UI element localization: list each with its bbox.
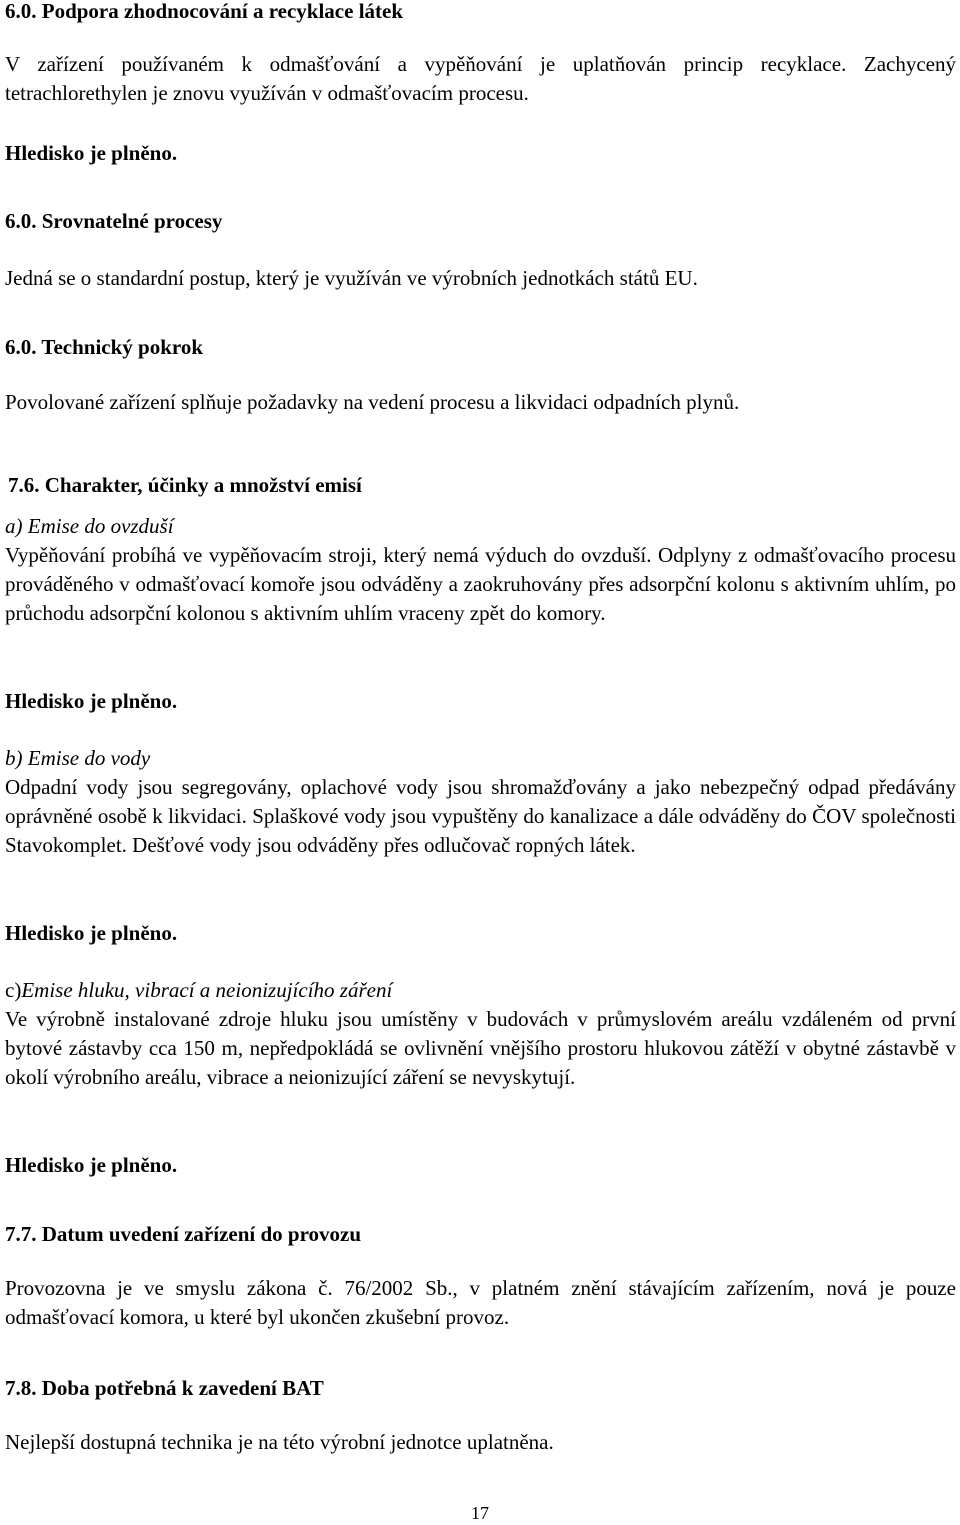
section-heading-recyclation: 6.0. Podpora zhodnocování a recyklace látek [5,0,404,23]
paragraph-noise-emissions: Ve výrobně instalované zdroje hluku jsou umístěny v budovách v průmyslovém areálu vzdáleném od první bytové zástavby cca 150 m, nepředpokládá se ovlivnění vnějšího prostoru hlukovou zátěží v obytné zástavbě v okolí výrobního areálu, vibrace a neionizující záření se nevyskytují. [5,1007,956,1090]
paragraph-air-emissions: Vypěňování probíhá ve vypěňovacím stroji, který nemá výduch do ovzduší. Odplyny z odmašťovacího procesu prováděného v odmašťovací komoře jsou odváděny a zaokruhovány přes adsorpční kolonu s aktivním uhlím, po průchodu adsorpční kolonou s aktivním uhlím vraceny zpět do komory. [5,543,956,626]
paragraph-comparable-processes: Jedná se o standardní postup, který je využíván ve výrobních jednotkách států EU. [5,266,698,290]
section-heading-bat-time: 7.8. Doba potřebná k zavedení BAT [5,1376,324,1400]
subheading-water-emissions: b) Emise do vody [5,746,151,770]
verdict-text: Hledisko je plněno. [5,689,178,713]
section-heading-technical-progress: 6.0. Technický pokrok [5,335,204,359]
section-heading-comparable-processes [5,207,222,236]
section-heading-emissions: 7.6. Charakter, účinky a množství emisí [8,473,362,497]
verdict-text: Hledisko je plněno. [5,921,178,945]
subheading-air-emissions: a) Emise do ovzduší [5,514,174,538]
paragraph-bat-time: Nejlepší dostupná technika je na této výrobní jednotce uplatněna. [5,1430,554,1454]
paragraph-operation-date: Provozovna je ve smyslu zákona č. 76/2002 Sb., v platném znění stávajícím zařízením, nová je pouze odmašťovací komora, u které byl ukončen zkušební provoz. [5,1276,956,1330]
page-number: 17 [471,1503,489,1523]
verdict-text: Hledisko je plněno. [5,1153,178,1177]
paragraph-water-emissions: Odpadní vody jsou segregovány, oplachové vody jsou shromažďovány a jako nebezpečný odpad předávány oprávněné osobě k likvidaci. Splaškové vody jsou vypuštěny do kanalizace a dále odváděny do ČOV společnosti Stavokomplet. Dešťové vody jsou odváděny přes odlučovač ropných látek. [5,775,956,858]
subheading-noise-emissions [5,976,392,1005]
verdict-text: Hledisko je plněno. [5,141,178,165]
paragraph-recyclation: V zařízení používaném k odmašťování a vypěňování je uplatňován princip recyklace. Zachycený tetrachlorethylen je znovu využíván v odmašťovacím procesu. [5,52,956,106]
section-heading-operation-date: 7.7. Datum uvedení zařízení do provozu [5,1222,362,1246]
subheading-title: Emise hluku, vibrací a neionizujícího záření [21,978,393,1002]
subheading-prefix: c) [5,978,22,1002]
paragraph-technical-progress: Povolované zařízení splňuje požadavky na vedení procesu a likvidaci odpadních plynů. [5,390,740,414]
heading-text: 6.0. Srovnatelné procesy [5,209,223,233]
